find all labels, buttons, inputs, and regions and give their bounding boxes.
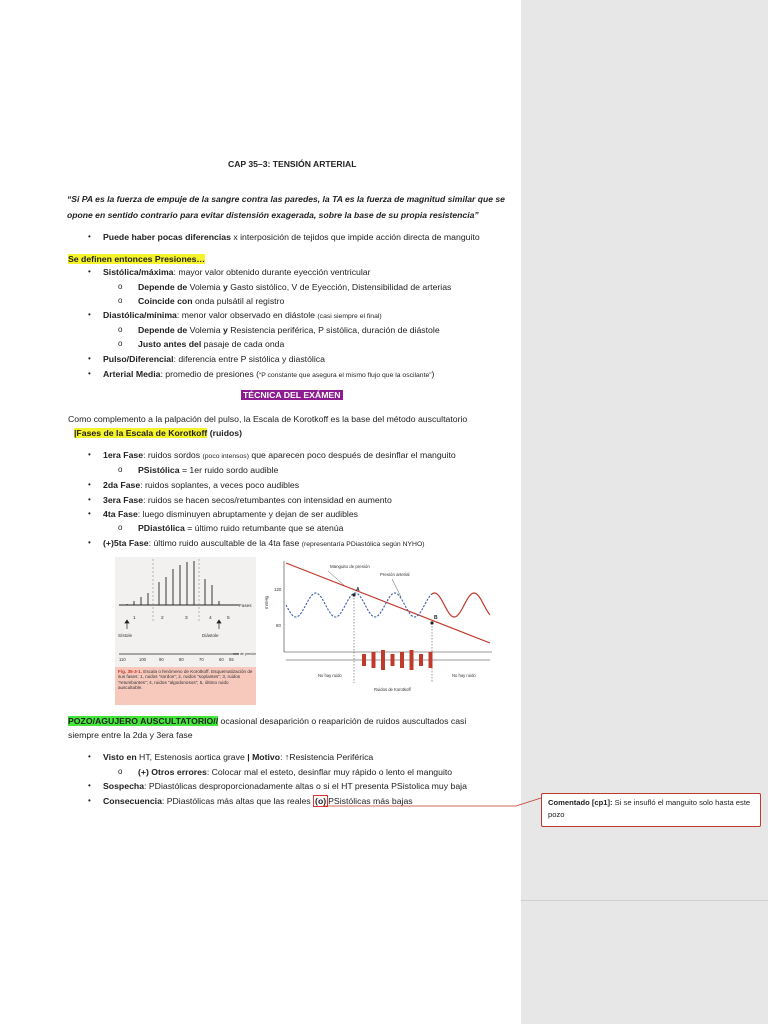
other-errors-line: (+) Otros errores: Colocar mal el esteto, desinflar muy rápido o lento el manguito	[138, 767, 453, 777]
korotkoff-sounds-label: Ruidos de Korotkoff	[374, 687, 411, 692]
bullet: •	[88, 232, 91, 241]
korotkoff-sound-burst	[410, 650, 414, 670]
differences-line: Puede haber pocas diferencias x interposición de tejidos que impide acción directa de manguito	[103, 232, 480, 242]
technique-heading: TÉCNICA DEL EXÁMEN	[243, 390, 341, 400]
pressure-wave-figure	[262, 557, 494, 707]
scale-tick: 55	[229, 657, 234, 662]
diastole-label: Diástole	[202, 633, 219, 638]
pulse-line: Pulso/Diferencial: diferencia entre P sistólica y diastólica	[103, 354, 325, 364]
mean-line: Arterial Media: promedio de presiones (“P constante que asegura el mismo flujo que la oscilante”)	[103, 369, 435, 379]
phases-heading: |Fases de la Escala de Korotkoff (ruidos)	[74, 428, 243, 438]
bullet: •	[88, 354, 91, 363]
bullet: •	[88, 267, 91, 276]
phase-number: 3	[185, 616, 188, 621]
figure-caption: Fig. 35-3-1. Escala o fenómeno de Korotkoff. Esquematización de sus fases: 1, ruidos “sordos”; 2, ruidos “soplantes”; 3, ruidos “retumbantes”; 4, ruidos “algodonosos”; 5, último ruido auscultable.	[115, 667, 256, 705]
phases-diagram	[115, 557, 256, 667]
scale-unit: mm de presión	[233, 652, 256, 656]
scale-tick: 110	[119, 657, 126, 662]
no-sound-right: No hay ruido	[452, 673, 476, 678]
bullet: •	[88, 310, 91, 319]
korotkoff-sound-burst	[381, 650, 385, 670]
comment-connector	[320, 796, 542, 810]
phase-number: 4	[209, 616, 212, 621]
scale-tick: 90	[159, 657, 164, 662]
y-axis-label: mmHg	[264, 596, 269, 609]
comment-anchor[interactable]: (o)	[315, 796, 327, 806]
bullet: •	[88, 509, 91, 518]
point-a-label: A	[356, 587, 360, 593]
comment-balloon[interactable]: Comentado [cp1]: Si se insufló el manguito solo hasta este pozo	[541, 793, 761, 827]
sub-bullet: o	[118, 523, 123, 532]
phase-number: 1	[133, 616, 136, 621]
sub-bullet: o	[118, 767, 123, 776]
pressures-heading: Se definen entonces Presiones…	[68, 254, 206, 264]
arterial-pressure-wave	[286, 593, 434, 617]
phase-4-diastolic: PDiastólica = último ruido retumbante que se atenúa	[138, 523, 344, 533]
scale-tick: 60	[219, 657, 224, 662]
korotkoff-sound-burst	[372, 652, 376, 668]
diastolic-before: Justo antes del pasaje de cada onda	[138, 339, 285, 349]
cuff-pressure-label: Manguito de presión	[330, 564, 370, 569]
sub-bullet: o	[118, 296, 123, 305]
bullet: •	[88, 538, 91, 547]
phase-2: 2da Fase: ruidos soplantes, a veces poco audibles	[103, 480, 300, 490]
diastolic-depends: Depende de Volemia y Resistencia periférica, P sistólica, duración de diástole	[138, 325, 440, 335]
korotkoff-sound-burst	[429, 652, 433, 668]
bullet: •	[88, 796, 91, 805]
phase-number: 5	[227, 616, 230, 621]
korotkoff-sound-burst	[400, 652, 404, 668]
scale-tick: 80	[179, 657, 184, 662]
phase-4: 4ta Fase: luego disminuyen abruptamente y dejan de ser audibles	[103, 509, 359, 519]
korotkoff-sound-burst	[391, 654, 395, 666]
point-a	[352, 593, 355, 596]
korotkoff-sound-burst	[362, 654, 366, 666]
systole-label: Sístole	[118, 633, 133, 638]
arterial-pressure-label: Presión arterial	[380, 572, 410, 577]
y-tick-80: 80	[276, 623, 281, 628]
korotkoff-sounds-trace	[286, 650, 490, 670]
systolic-depends: Depende de Volemia y Gasto sistólico, V de Eyección, Distensibilidad de arterias	[138, 282, 452, 292]
sub-bullet: o	[118, 282, 123, 291]
point-b-label: B	[434, 615, 438, 621]
comments-sidebar	[521, 0, 768, 1024]
sub-bullet: o	[118, 465, 123, 474]
bullet: •	[88, 450, 91, 459]
suspicion-line: Sospecha: PDiastólicas desproporcionadamente altas o si el HT presenta PSistolica muy baja	[103, 781, 467, 791]
y-tick-120: 120	[274, 587, 282, 592]
scale-tick: 100	[139, 657, 146, 662]
bullet: •	[88, 480, 91, 489]
phase-number: 2	[161, 616, 164, 621]
point-b	[430, 621, 433, 624]
phase-5: (+)5ta Fase: último ruido auscultable de la 4ta fase (representaría PDiastólica según NYHO)	[103, 538, 425, 548]
phase-1-systolic: PSistólica = 1er ruido sordo audible	[138, 465, 279, 475]
pozo-line-2: siempre entre la 2da y 3era fase	[68, 730, 193, 740]
scale-tick: 70	[199, 657, 204, 662]
consequence-line: Consecuencia: PDiastólicas más altas que las reales (o) PSistólicas más bajas	[103, 796, 413, 806]
seen-in-line: Visto en HT, Estenosis aortica grave | Motivo: ↑Resistencia Periférica	[103, 752, 374, 762]
korotkoff-sound-burst	[419, 654, 423, 666]
arterial-pressure-wave-solid	[432, 593, 490, 617]
sidebar-divider	[521, 900, 768, 901]
bullet: •	[88, 781, 91, 790]
systolic-coincides: Coincide con onda pulsátil al registro	[138, 296, 285, 306]
page-title: CAP 35–3: TENSIÓN ARTERIAL	[228, 159, 357, 169]
pozo-line-1: POZO/AGUJERO AUSCULTATORIO// ocasional desaparición o reaparición de ruidos auscultados casi	[68, 716, 467, 726]
phases-axis-label: Fases	[239, 603, 252, 608]
systolic-line: Sistólica/máxima: mayor valor obtenido durante eyección ventricular	[103, 267, 371, 277]
phase-1: 1era Fase: ruidos sordos (poco intensos) que aparecen poco después de desinflar el manguito	[103, 450, 456, 460]
korotkoff-intro: Como complemento a la palpación del pulso, la Escala de Korotkoff es la base del método auscultatorio	[68, 414, 468, 424]
sub-bullet: o	[118, 339, 123, 348]
bullet: •	[88, 495, 91, 504]
bullet: •	[88, 369, 91, 378]
bullet: •	[88, 752, 91, 761]
no-sound-left: No hay ruido	[318, 673, 342, 678]
definition-quote: “Si PA es la fuerza de empuje de la sangre contra las paredes, la TA es la fuerza de magnitud similar que se opone en sentido contrario para evitar distensión exagerada, sobre la base de su propia resistencia”	[67, 194, 505, 220]
phase-3: 3era Fase: ruidos se hacen secos/retumbantes con intensidad en aumento	[103, 495, 392, 505]
sub-bullet: o	[118, 325, 123, 334]
diastolic-line: Diastólica/mínima: menor valor observado en diástole (casi siempre el final)	[103, 310, 382, 320]
